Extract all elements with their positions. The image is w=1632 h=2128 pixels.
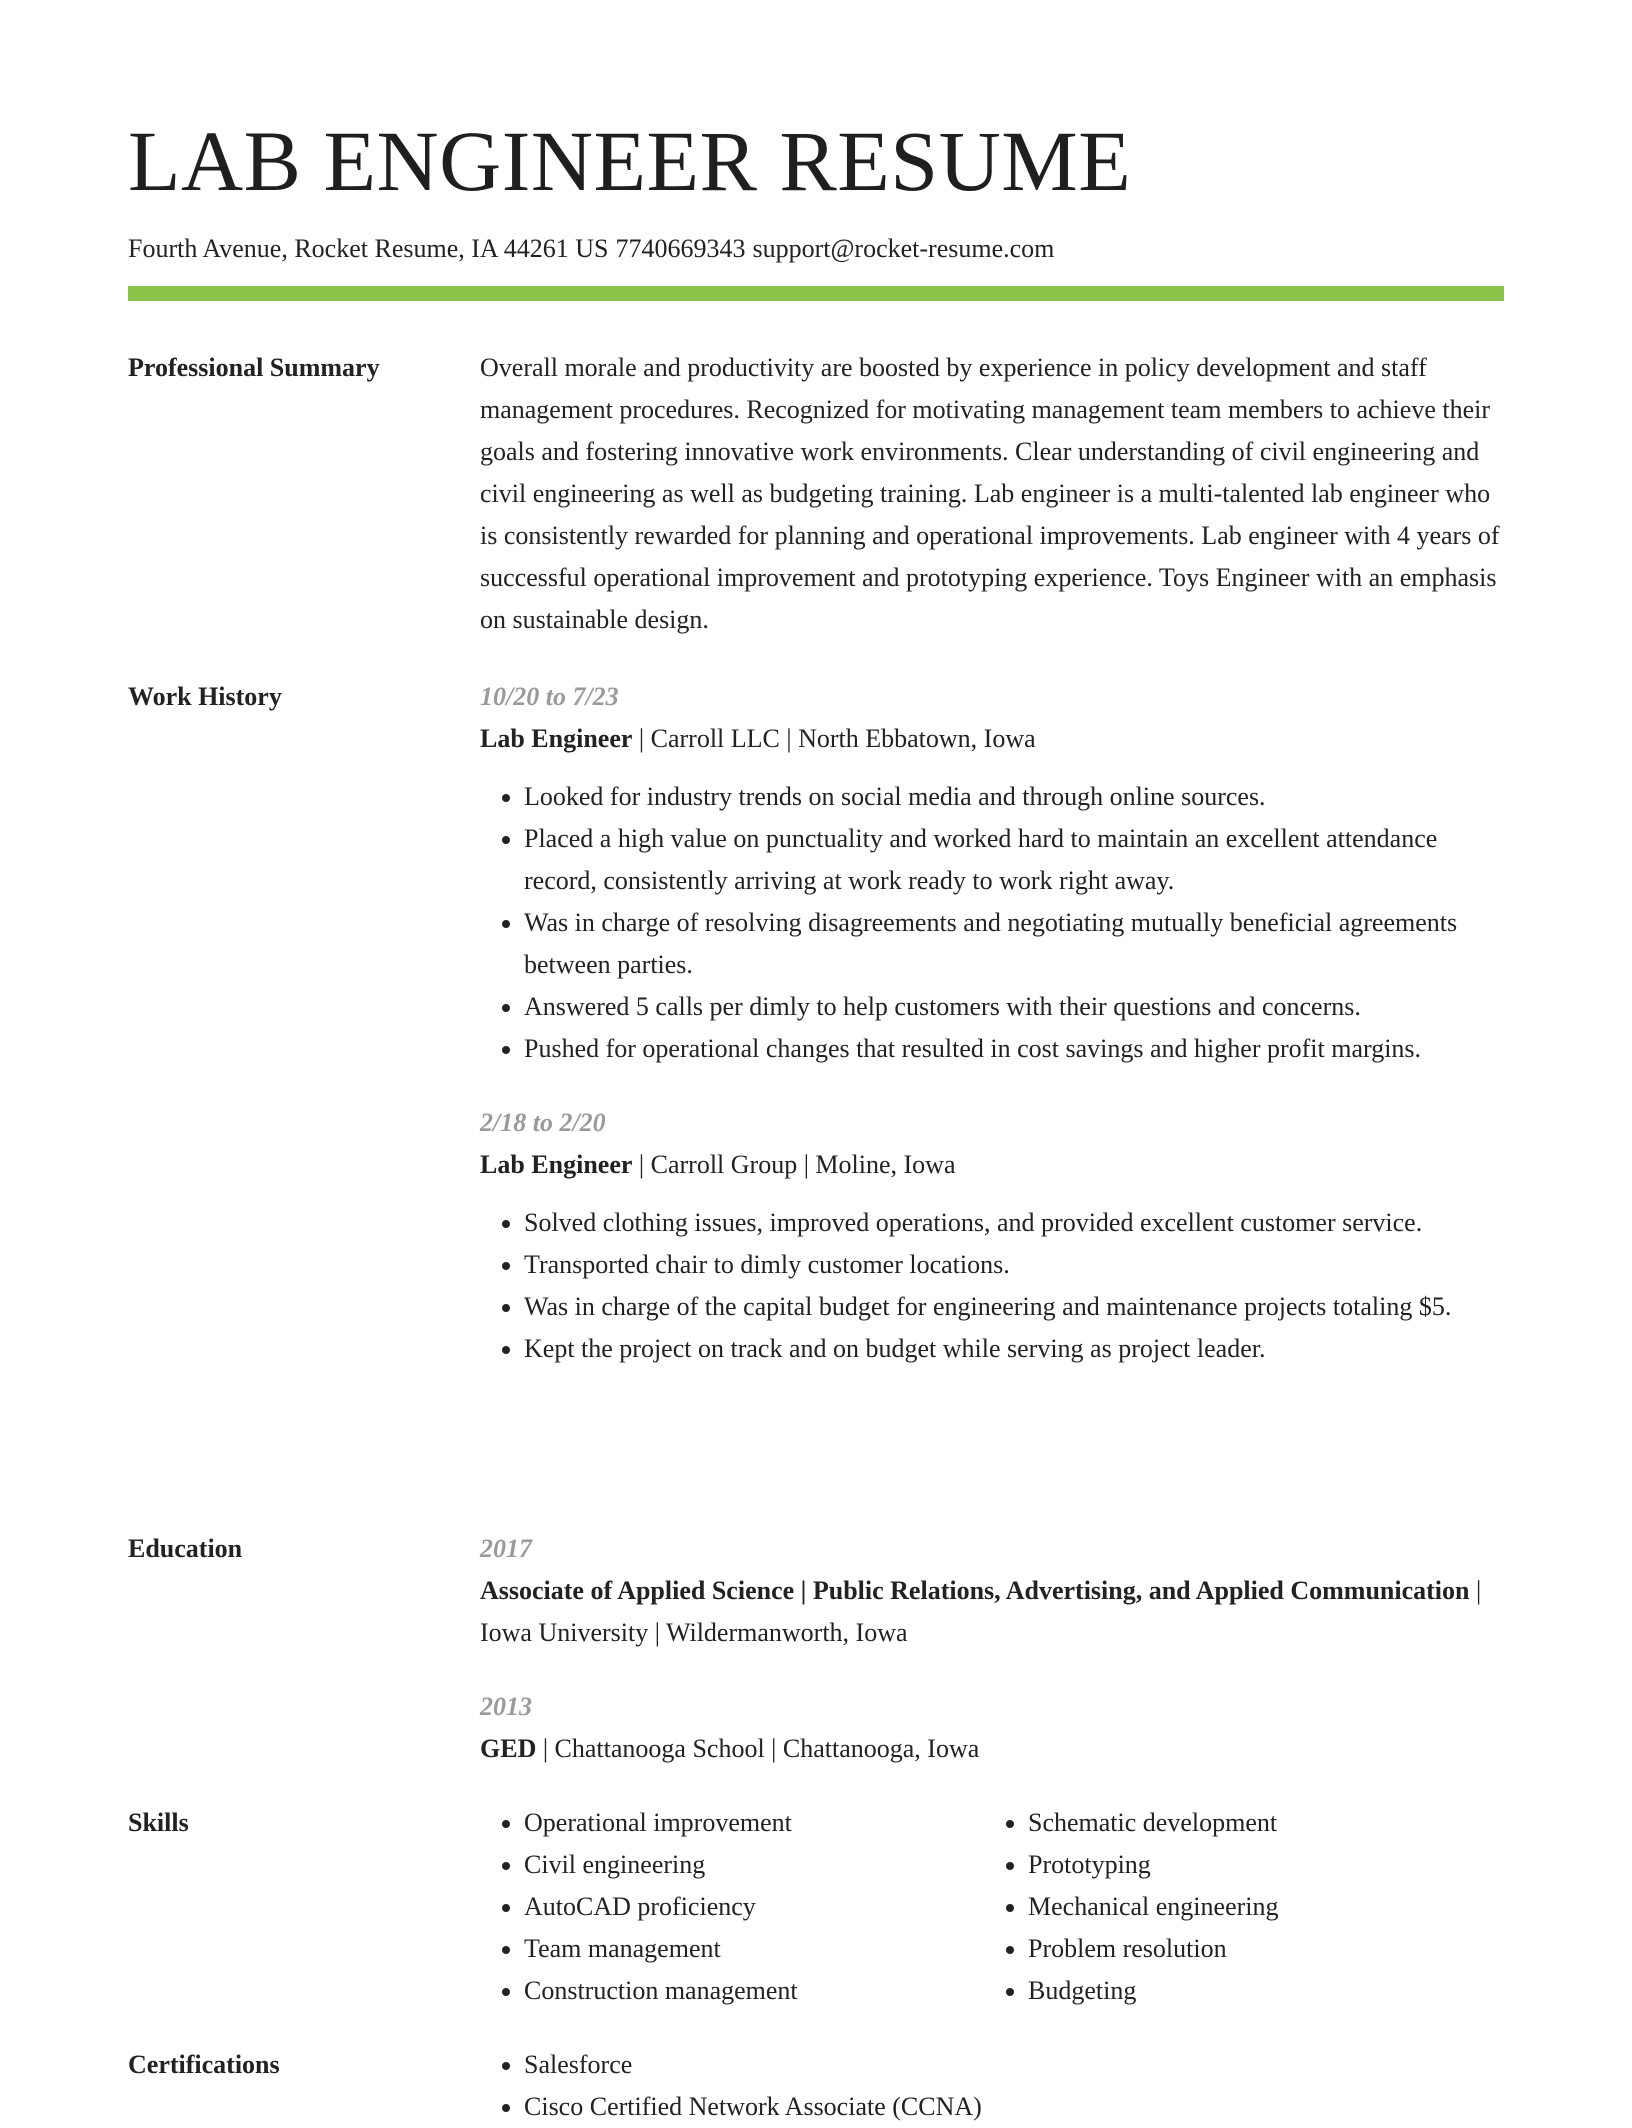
skills-list-left	[480, 1802, 984, 2012]
skills-heading: Skills	[128, 1808, 189, 1837]
education-details: | Iowa University | Wildermanworth, Iowa	[480, 1576, 1482, 1647]
skill-item: • Prototyping	[1028, 1844, 1488, 1886]
education-year: 2013	[480, 1692, 532, 1721]
contact-line	[128, 232, 1061, 266]
contact-phone: 7740669343	[615, 234, 746, 263]
contact-email[interactable]: support@rocket-resume.com	[752, 234, 1055, 263]
job-duty: • Placed a high value on punctuality and worked hard to maintain an excellent attendance record, consistently arriving at work ready to work right away.	[524, 818, 1504, 902]
summary-body	[480, 347, 1504, 641]
skill-item: • Budgeting	[1028, 1970, 1488, 2012]
skill-item: • Schematic development	[1028, 1802, 1488, 1844]
job-duty: • Looked for industry trends on social media and through online sources.	[524, 776, 1504, 818]
skill-item: • Operational improvement	[524, 1802, 984, 1844]
job-duty: • Was in charge of resolving disagreements and negotiating mutually beneficial agreements between parties.	[524, 902, 1504, 986]
education-heading-line	[480, 1570, 1504, 1654]
job-duty: • Answered 5 calls per dimly to help customers with their questions and concerns.	[524, 986, 1504, 1028]
education-heading: Education	[128, 1534, 243, 1563]
header-divider	[128, 286, 1504, 301]
education-entry	[480, 1686, 1504, 1770]
skill-item: • Team management	[524, 1928, 984, 1970]
skills-columns	[480, 1802, 1504, 2012]
certifications-body	[480, 2044, 1504, 2128]
summary-heading: Professional Summary	[128, 353, 380, 382]
skill-item: • Construction management	[524, 1970, 984, 2012]
education-heading-line	[480, 1728, 1504, 1770]
work-history-body	[480, 676, 1504, 1370]
work-history-heading: Work History	[128, 682, 282, 711]
skills-body	[480, 1802, 1504, 2012]
certification-item: • Cisco Certified Network Associate (CCNA)	[524, 2086, 1504, 2128]
job-duties	[480, 1202, 1504, 1370]
job-heading	[480, 1144, 1504, 1186]
summary-text: Overall morale and productivity are boosted by experience in policy development and staff management procedures. Recognized for motivating management team members to achieve their goals and fostering innovative work environments. Clear understanding of civil engineering and civil engineering as well as budgeting training. Lab engineer is a multi-talented lab engineer who is consistently rewarded for planning and operational improvements. Lab engineer with 4 years of successful operational improvement and prototyping experience. Toys Engineer with an emphasis on sustainable design.	[480, 353, 1500, 634]
contact-address: Fourth Avenue, Rocket Resume, IA 44261 US	[128, 234, 609, 263]
job-title: Lab Engineer	[480, 1150, 633, 1179]
skills-list-right	[984, 1802, 1488, 2012]
education-body	[480, 1528, 1504, 1770]
job-duty: • Was in charge of the capital budget for engineering and maintenance projects totaling $5.	[524, 1286, 1504, 1328]
job-duties	[480, 776, 1504, 1070]
job-duty: • Transported chair to dimly customer locations.	[524, 1244, 1504, 1286]
job-title: Lab Engineer	[480, 724, 633, 753]
certifications-heading: Certifications	[128, 2050, 280, 2079]
education-year: 2017	[480, 1534, 532, 1563]
job-duty: • Pushed for operational changes that resulted in cost savings and higher profit margins.	[524, 1028, 1504, 1070]
job-details: | Carroll Group | Moline, Iowa	[632, 1150, 956, 1179]
job-dates: 10/20 to 7/23	[480, 682, 619, 711]
job-entry	[480, 1102, 1504, 1370]
job-dates: 2/18 to 2/20	[480, 1108, 606, 1137]
certifications-list	[480, 2044, 1504, 2128]
education-degree: Associate of Applied Science | Public Relations, Advertising, and Applied Communication	[480, 1576, 1470, 1605]
job-duty: • Kept the project on track and on budget while serving as project leader.	[524, 1328, 1504, 1370]
job-details: | Carroll LLC | North Ebbatown, Iowa	[632, 724, 1036, 753]
skill-item: • Civil engineering	[524, 1844, 984, 1886]
skill-item: • Problem resolution	[1028, 1928, 1488, 1970]
certification-item: • Salesforce	[524, 2044, 1504, 2086]
job-entry	[480, 676, 1504, 1070]
skill-item: • AutoCAD proficiency	[524, 1886, 984, 1928]
resume-title: LAB ENGINEER RESUME	[128, 113, 1132, 209]
job-duty: • Solved clothing issues, improved operations, and provided excellent customer service.	[524, 1202, 1504, 1244]
job-heading	[480, 718, 1504, 760]
education-details: | Chattanooga School | Chattanooga, Iowa	[536, 1734, 980, 1763]
education-degree: GED	[480, 1734, 537, 1763]
skill-item: • Mechanical engineering	[1028, 1886, 1488, 1928]
education-entry	[480, 1528, 1504, 1654]
